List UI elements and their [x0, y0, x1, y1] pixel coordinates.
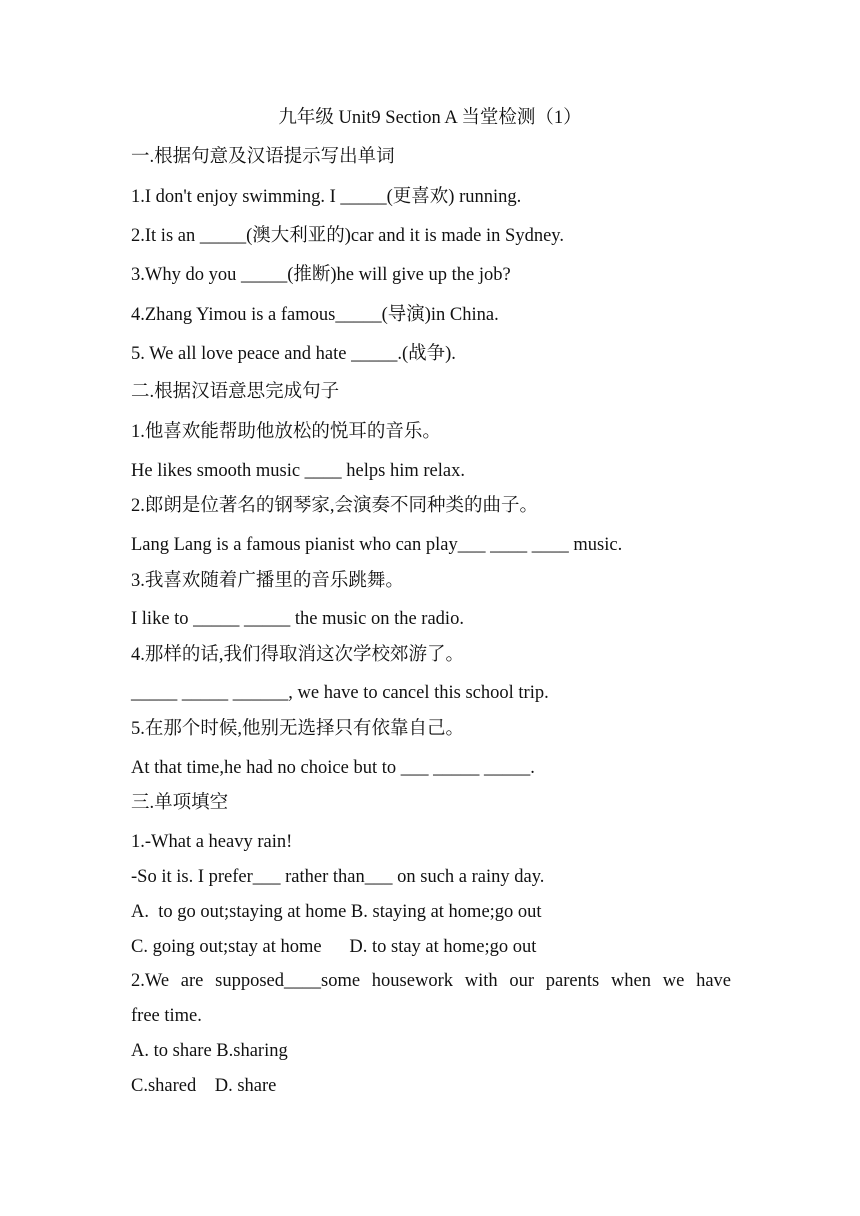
- section1-item-4: 4.Zhang Yimou is a famous_____(导演)in China.: [131, 305, 499, 325]
- page-title: 九年级 Unit9 Section A 当堂检测（1）: [278, 108, 582, 128]
- section1-item-5: 5. We all love peace and hate _____.(战争).: [131, 344, 456, 364]
- section3-q1-options-cd: C. going out;stay at home D. to stay at home;go out: [131, 937, 537, 957]
- section2-item-4-cn: 4.那样的话,我们得取消这次学校郊游了。: [131, 645, 465, 665]
- section2-item-3-en: I like to _____ _____ the music on the radio.: [131, 609, 464, 629]
- section2-item-1-en: He likes smooth music ____ helps him relax.: [131, 461, 465, 481]
- section2-item-3-cn: 3.我喜欢随着广播里的音乐跳舞。: [131, 571, 404, 591]
- section2-item-2-en: Lang Lang is a famous pianist who can play___ ____ ____ music.: [131, 535, 623, 555]
- section2-item-5-cn: 5.在那个时候,他别无选择只有依靠自己。: [131, 719, 465, 739]
- section2-heading: 二.根据汉语意思完成句子: [131, 382, 340, 402]
- section3-q2-line2: free time.: [131, 1006, 202, 1026]
- section3-q2-options-ab: A. to share B.sharing: [131, 1041, 288, 1061]
- section2-item-5-en: At that time,he had no choice but to ___ _____ _____.: [131, 758, 535, 778]
- section3-q1-line1: 1.-What a heavy rain!: [131, 832, 293, 852]
- section2-item-1-cn: 1.他喜欢能帮助他放松的悦耳的音乐。: [131, 422, 441, 442]
- section3-heading: 三.单项填空: [131, 793, 229, 813]
- section1-item-2: 2.It is an _____(澳大利亚的)car and it is made in Sydney.: [131, 226, 564, 246]
- section3-q2-options-cd: C.shared D. share: [131, 1076, 277, 1096]
- section1-item-1: 1.I don't enjoy swimming. I _____(更喜欢) running.: [131, 187, 522, 207]
- section3-q2-line1: 2.We are supposed____some housework with our parents when we have: [131, 971, 731, 991]
- section3-q1-line2: -So it is. I prefer___ rather than___ on such a rainy day.: [131, 867, 545, 887]
- section1-heading: 一.根据句意及汉语提示写出单词: [131, 147, 395, 167]
- section2-item-4-en: _____ _____ ______, we have to cancel this school trip.: [131, 683, 549, 703]
- section3-q1-options-ab: A. to go out;staying at home B. staying at home;go out: [131, 902, 542, 922]
- section1-item-3: 3.Why do you _____(推断)he will give up the job?: [131, 265, 511, 285]
- section2-item-2-cn: 2.郎朗是位著名的钢琴家,会演奏不同种类的曲子。: [131, 496, 539, 516]
